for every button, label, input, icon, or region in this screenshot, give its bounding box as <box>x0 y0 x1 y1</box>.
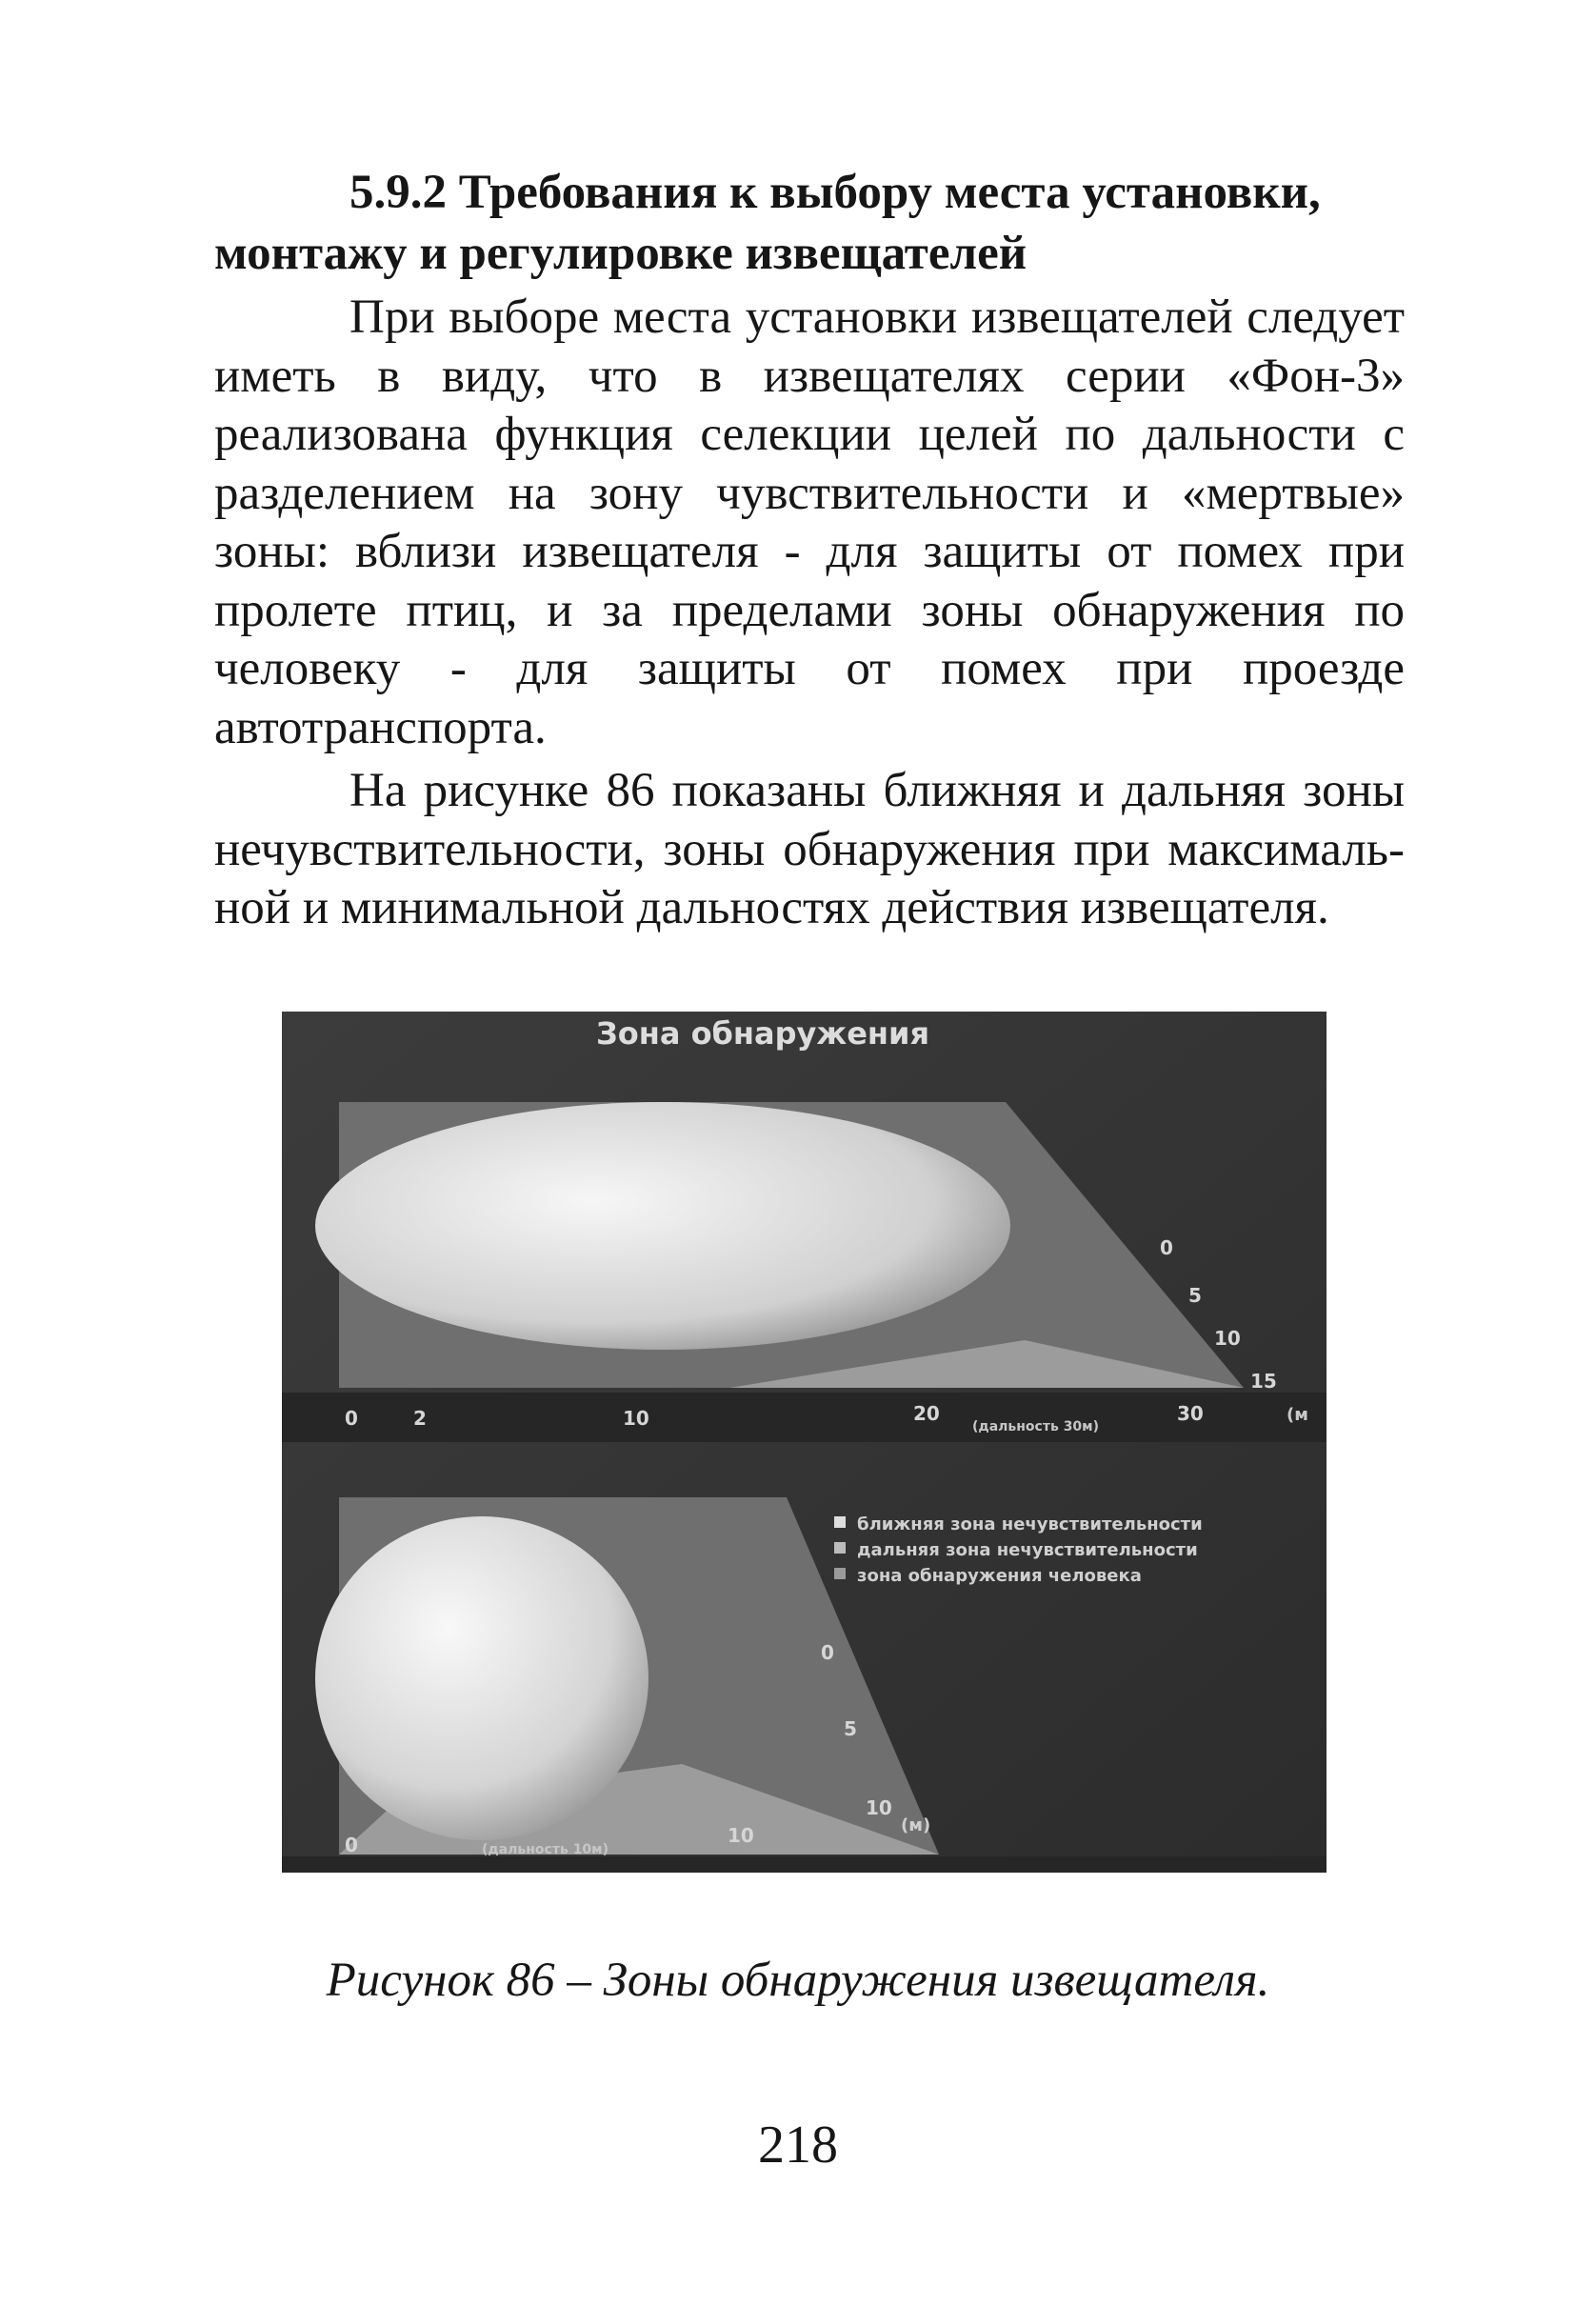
lower-side-tick-0: 0 <box>821 1641 834 1664</box>
paragraph-2-text: На рисунке 86 показаны ближняя и дальняя зоны нечувствительности, зоны обнаружения при максималь-ной и минимальной дальностях действия извещателя. <box>214 764 1405 934</box>
upper-axis-band <box>282 1393 1327 1442</box>
upper-side-tick-15: 15 <box>1250 1370 1277 1393</box>
legend-label-human: зона обнаружения человека <box>857 1566 1142 1586</box>
figure-caption: Рисунок 86 – Зоны обнаружения извещателя. <box>326 1954 1270 2007</box>
lower-side-unit: (м) <box>901 1815 931 1835</box>
lower-axis-tick-0: 0 <box>345 1834 358 1856</box>
section-heading-line-2: монтажу и регулировке извещателей <box>214 227 1027 280</box>
lower-axis-band <box>282 1856 1327 1873</box>
legend-swatch-near <box>834 1516 846 1528</box>
paragraph-1-text: При выборе места установки извещателей следует иметь в виду, что в извещателях серии «Фон-3» реализована функция селекции целей по дальности с разделением на зону чувствительности и «мертвые» зоны: вблизи извещателя - для защиты от помех при пролете птиц, и за пределами зоны обнаружения по человеку - для защиты от помех при проезде автотранспорта. <box>214 291 1405 754</box>
paragraph-2 <box>214 762 1405 938</box>
upper-side-tick-10: 10 <box>1214 1327 1241 1350</box>
upper-axis-tick-0: 0 <box>345 1407 358 1430</box>
lower-side-tick-5: 5 <box>844 1717 857 1740</box>
section-heading <box>214 162 1405 284</box>
legend-label-near: ближняя зона нечувствительности <box>857 1514 1203 1534</box>
upper-range-note: (дальность 30м) <box>972 1419 1100 1434</box>
section-heading-line-1: 5.9.2 Требования к выбору места установки, <box>349 166 1321 219</box>
upper-axis-tick-20: 20 <box>913 1402 940 1425</box>
lower-range-note: (дальность 10м) <box>482 1842 609 1857</box>
detection-zone-figure <box>282 1012 1327 1873</box>
detection-zone-illustration <box>282 1012 1327 1873</box>
figure-title: Зона обнаружения <box>596 1015 929 1052</box>
upper-side-tick-5: 5 <box>1188 1284 1202 1307</box>
paragraph-1 <box>214 289 1405 757</box>
legend-swatch-human <box>834 1568 846 1579</box>
upper-detection-zone <box>315 1102 1010 1350</box>
legend-swatch-far <box>834 1542 846 1554</box>
page-number: 218 <box>758 2116 838 2175</box>
lower-detection-zone <box>315 1516 648 1840</box>
upper-axis-tick-2: 2 <box>413 1407 427 1430</box>
lower-side-tick-10: 10 <box>866 1796 892 1819</box>
upper-axis-tick-30: 30 <box>1177 1402 1204 1425</box>
upper-side-tick-0: 0 <box>1160 1236 1173 1259</box>
upper-axis-unit: (м <box>1287 1405 1308 1425</box>
upper-axis-tick-10: 10 <box>623 1407 649 1430</box>
legend-label-far: дальняя зона нечувствительности <box>857 1540 1198 1560</box>
lower-axis-tick-10: 10 <box>728 1824 754 1847</box>
